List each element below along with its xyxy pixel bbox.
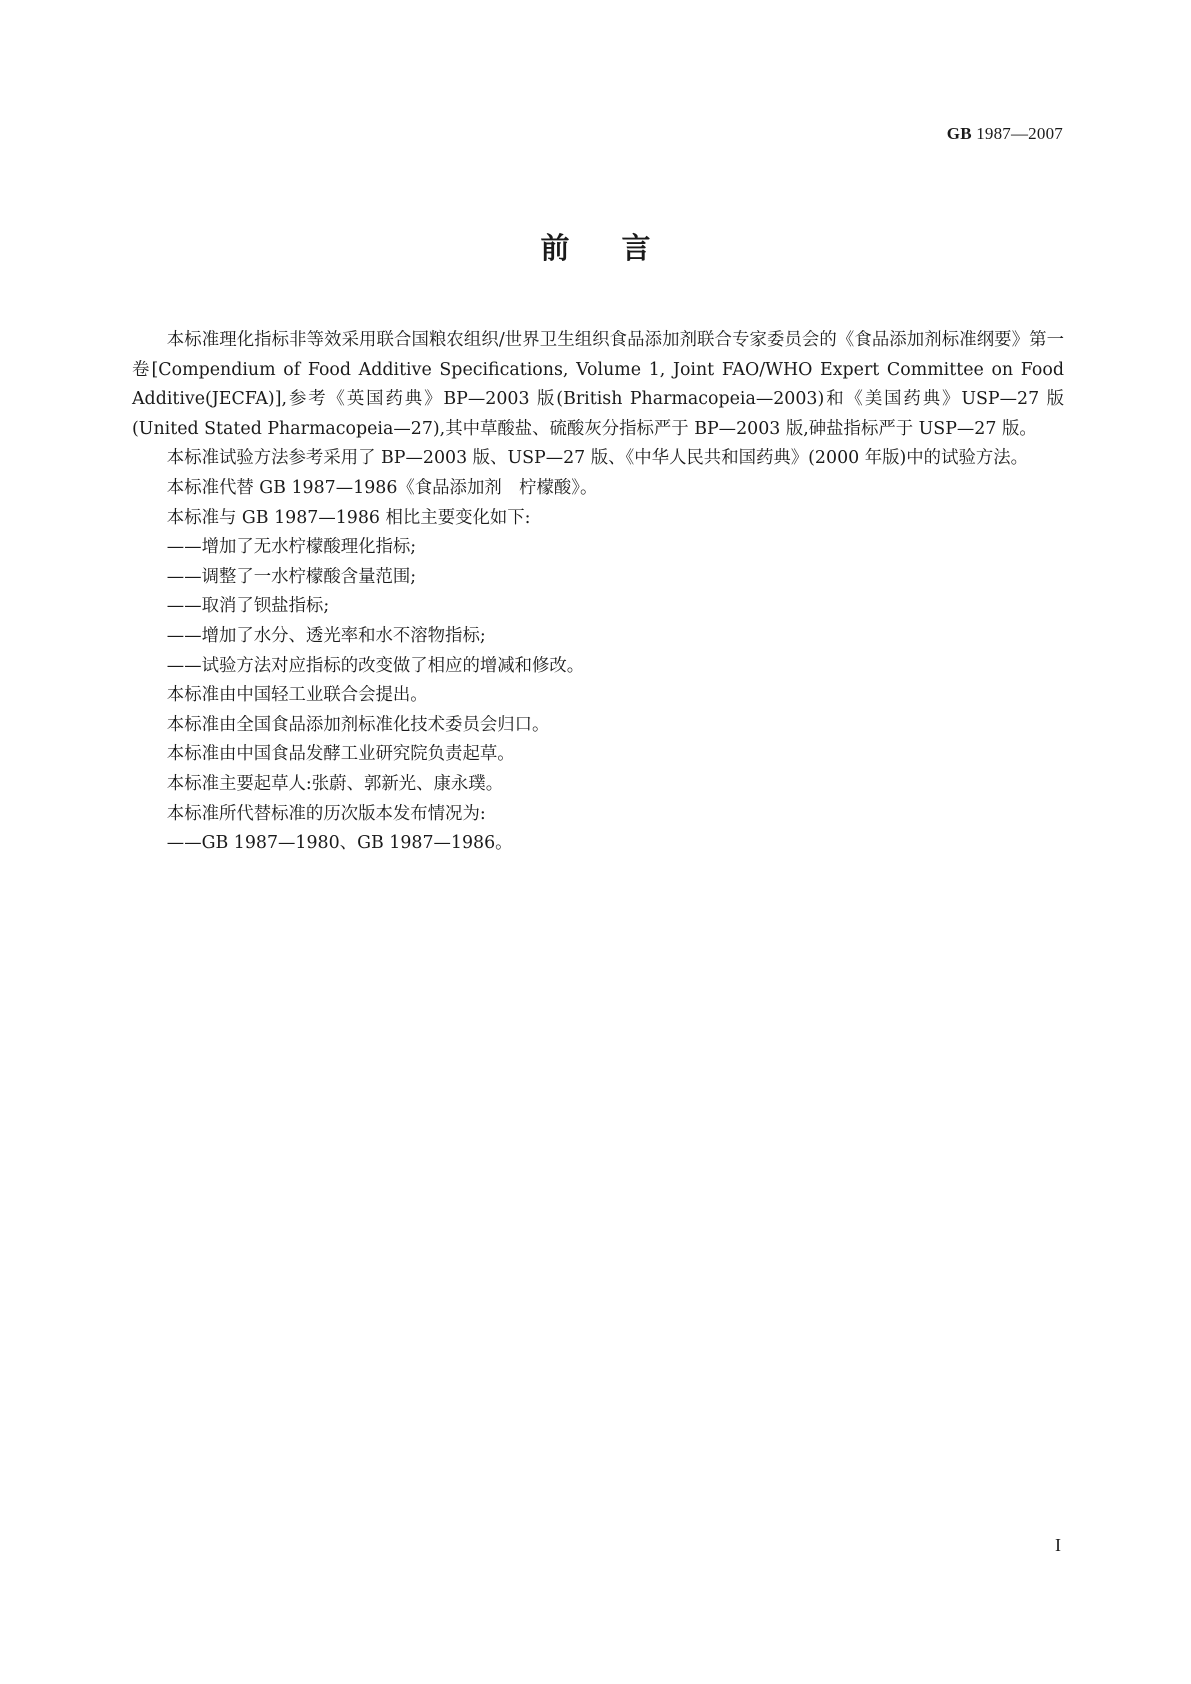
foreword-body: [132, 326, 1064, 859]
standard-number-header: [947, 124, 1063, 144]
standard-number: 1987—2007: [976, 124, 1063, 143]
paragraph-drafters: 本标准主要起草人:张蔚、郭新光、康永璞。: [166, 773, 504, 794]
paragraph-test-methods: 本标准试验方法参考采用了 BP—2003 版、USP—27 版、《中华人民共和国药典》(2000 年版)中的试验方法。: [166, 448, 1029, 469]
paragraph-history-intro: 本标准所代替标准的历次版本发布情况为:: [166, 803, 486, 824]
paragraph-drafted-by: 本标准由中国食品发酵工业研究院负责起草。: [166, 744, 515, 765]
list-item-change: ——增加了水分、透光率和水不溶物指标;: [166, 625, 486, 646]
page-title: 前言: [540, 231, 703, 265]
paragraph-adoption: 本标准理化指标非等效采用联合国粮农组织/世界卫生组织食品添加剂联合专家委员会的《食品添加剂标准纲要》第一卷[Compendium of Food Additive Specifications, Volume 1, Joint FAO/WHO Expert Committee on Food Additive(JECFA)],参考《英国药典》BP—2003 版(British Pharmacopeia—2003)和《美国药典》USP—27 版(United Stated Pharmacopeia—27),其中草酸盐、硫酸灰分指标严于 BP—2003 版,砷盐指标严于 USP—27 版。: [132, 330, 1064, 439]
list-item-change: ——增加了无水柠檬酸理化指标;: [166, 537, 417, 558]
list-item-change: ——试验方法对应指标的改变做了相应的增减和修改。: [166, 655, 585, 676]
paragraph-proposed-by: 本标准由中国轻工业联合会提出。: [166, 685, 428, 706]
standard-prefix: GB: [946, 124, 972, 143]
paragraph-centralized-by: 本标准由全国食品添加剂标准化技术委员会归口。: [166, 714, 550, 735]
page-number: I: [1055, 1535, 1061, 1555]
list-item-change: ——调整了一水柠檬酸含量范围;: [166, 566, 417, 587]
paragraph-replaces: 本标准代替 GB 1987—1986《食品添加剂 柠檬酸》。: [166, 477, 598, 498]
paragraph-changes-intro: 本标准与 GB 1987—1986 相比主要变化如下:: [166, 507, 531, 528]
list-item-change: ——取消了钡盐指标;: [166, 596, 330, 617]
list-item-history: ——GB 1987—1980、GB 1987—1986。: [166, 833, 513, 854]
